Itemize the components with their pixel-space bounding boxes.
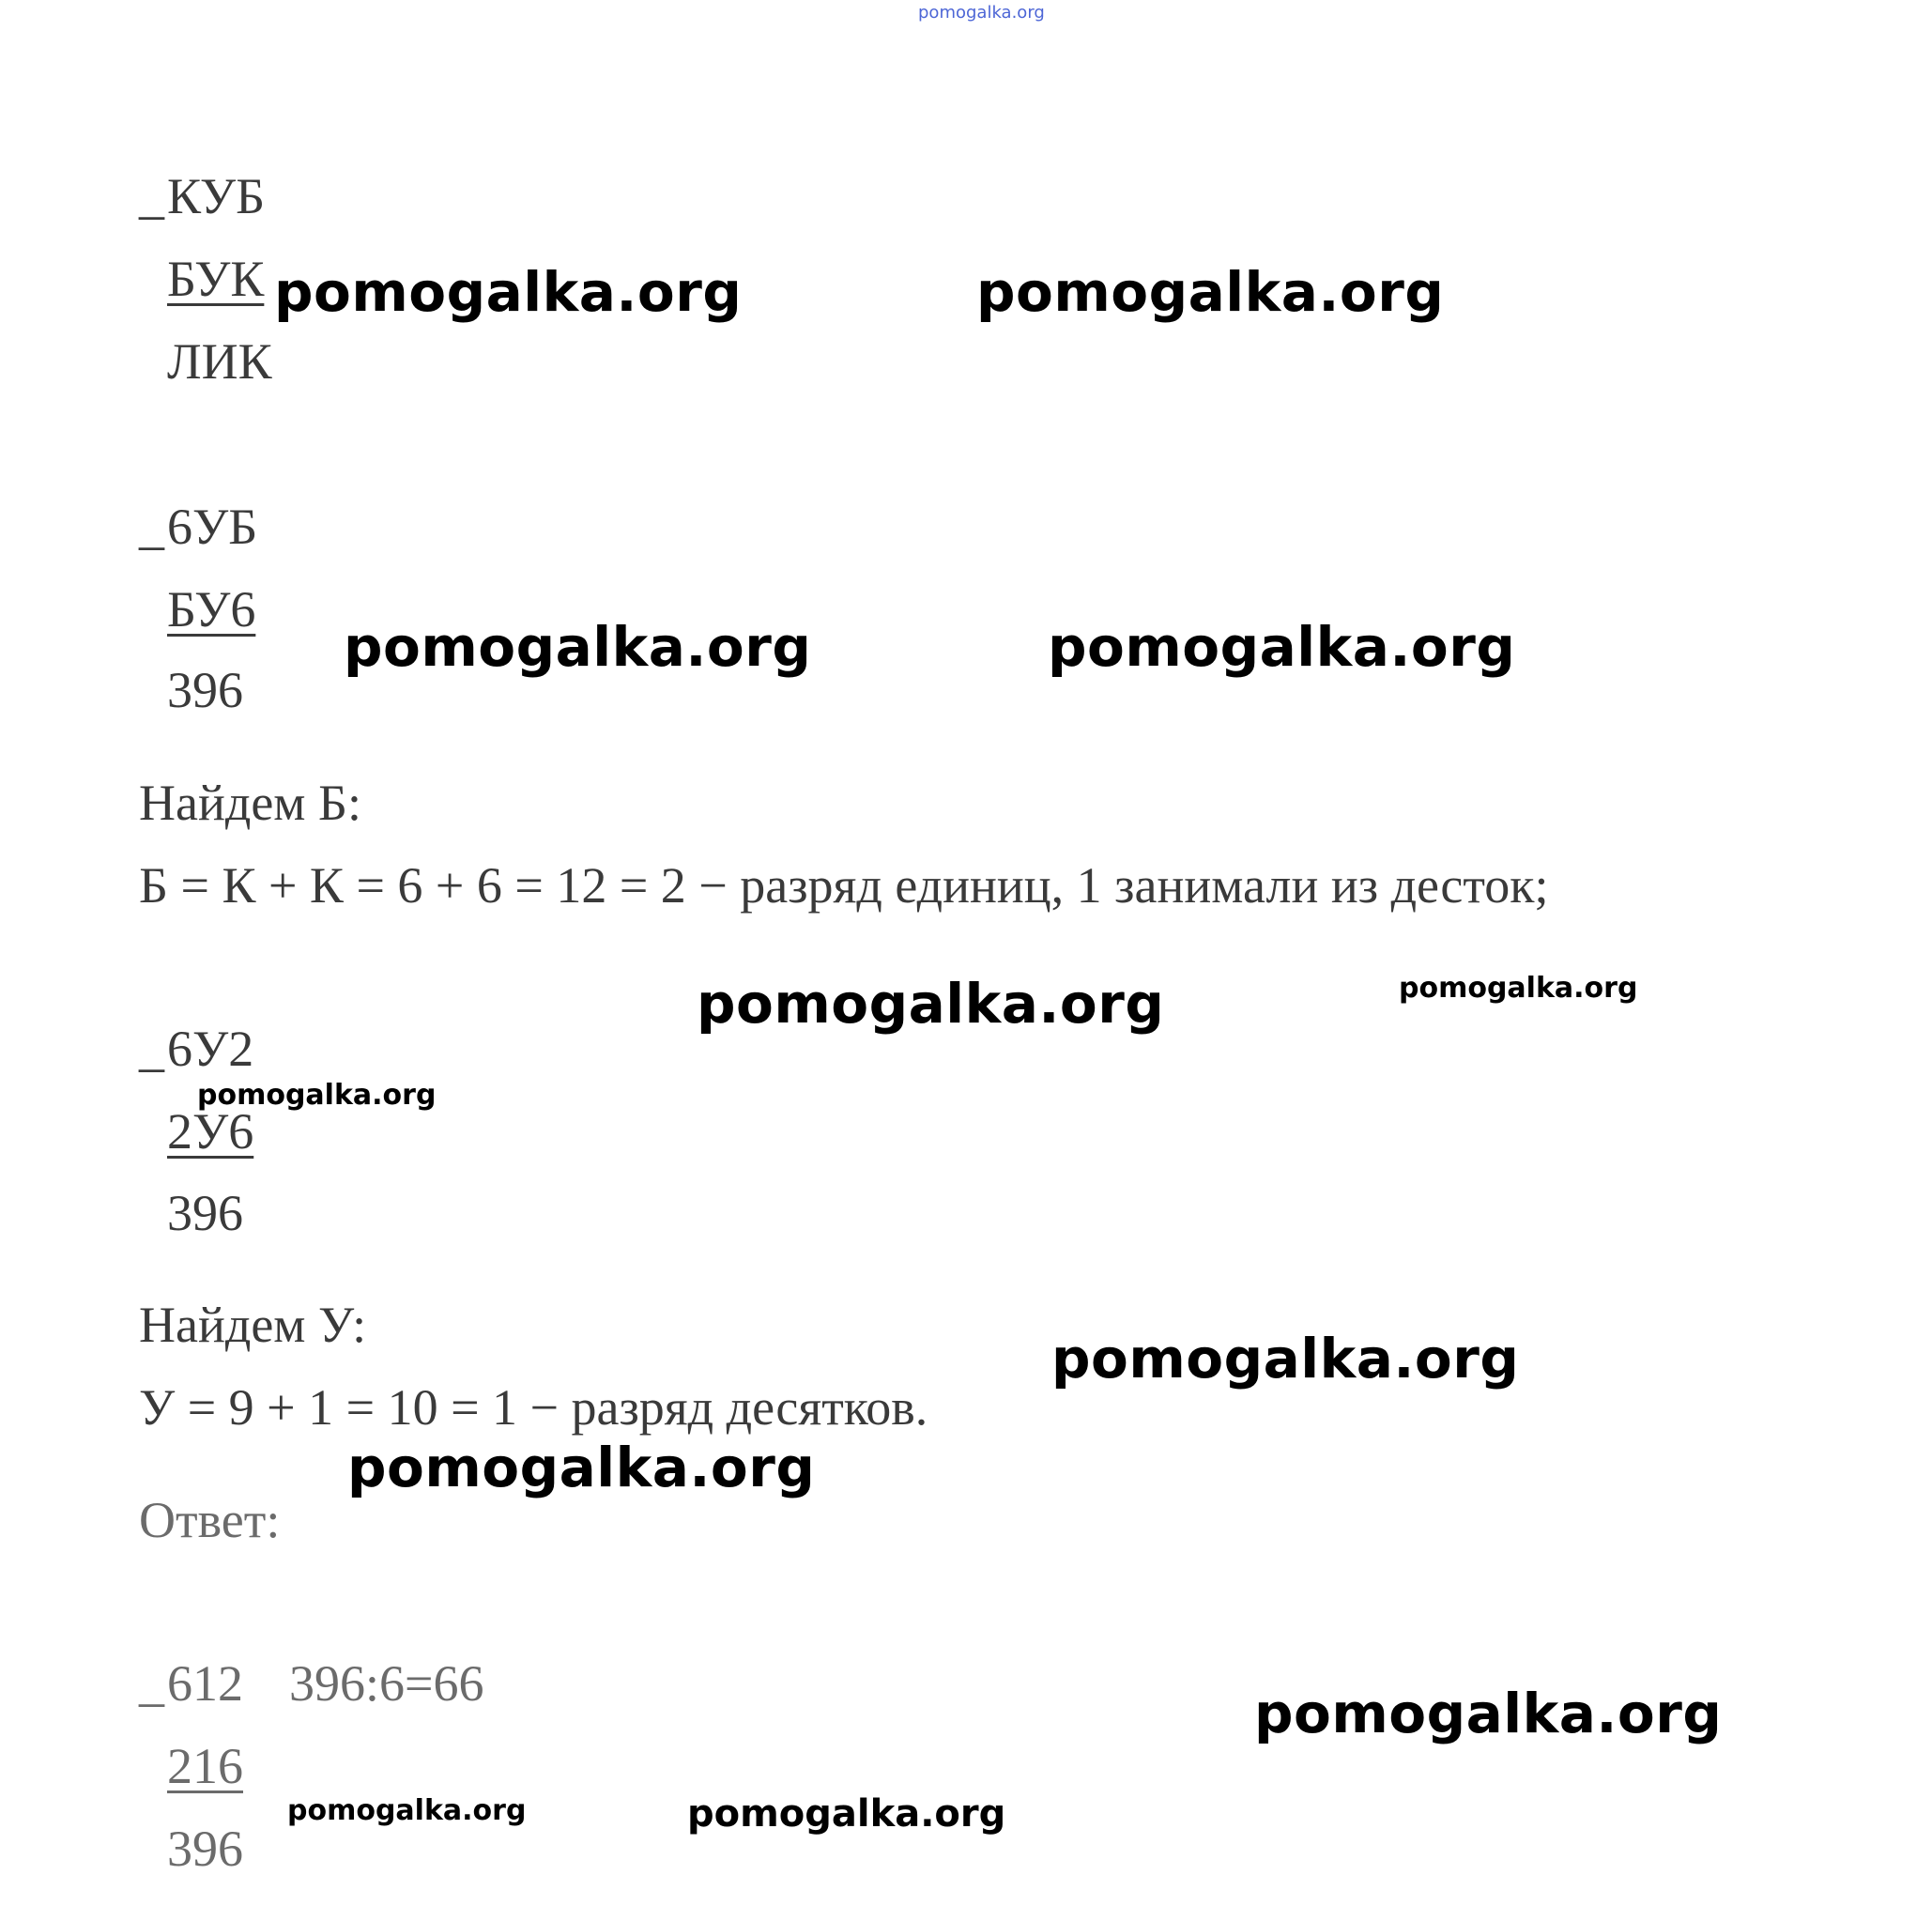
answer-label: Ответ:: [139, 1492, 281, 1548]
difference-line: 396: [167, 1821, 243, 1877]
watermark: pomogalka.org: [687, 1792, 1006, 1836]
subtrahend-line: БУК: [167, 251, 265, 307]
subtrahend-line: БУ6: [167, 581, 256, 638]
difference-line: 396: [167, 1185, 243, 1241]
find-u-equation: У = 9 + 1 = 10 = 1 − разряд десятков.: [139, 1379, 928, 1436]
watermark: pomogalka.org: [1254, 1682, 1723, 1745]
find-b-title: Найдем Б:: [139, 775, 361, 831]
subtraction-sign: _: [139, 168, 164, 224]
minuend-line: КУБ: [167, 168, 266, 224]
difference-line: ЛИК: [167, 333, 272, 390]
difference-line: 396: [167, 662, 243, 718]
watermark: pomogalka.org: [976, 260, 1445, 324]
minuend-line: 6УБ: [167, 499, 258, 555]
watermark: pomogalka.org: [287, 1794, 527, 1827]
division-check: 396:6=66: [289, 1655, 484, 1712]
find-b-equation: Б = К + К = 6 + 6 = 12 = 2 − разряд единиц, 1 занимали из десток;: [139, 857, 1549, 914]
watermark: pomogalka.org: [697, 972, 1165, 1036]
find-u-title: Найдем У:: [139, 1297, 367, 1353]
watermark: pomogalka.org: [1051, 1327, 1520, 1391]
watermark: pomogalka.org: [1048, 615, 1516, 679]
subtraction-sign: _: [139, 499, 164, 555]
watermark: pomogalka.org: [347, 1436, 816, 1499]
watermark: pomogalka.org: [197, 1079, 437, 1112]
watermark: pomogalka.org: [1399, 972, 1638, 1005]
header-link[interactable]: pomogalka.org: [918, 3, 1045, 23]
minuend-line: 612: [167, 1655, 243, 1712]
subtrahend-line: 216: [167, 1738, 243, 1794]
minuend-line: 6У2: [167, 1021, 254, 1077]
subtrahend-line: 2У6: [167, 1103, 254, 1160]
subtraction-sign: _: [139, 1021, 164, 1077]
subtraction-sign: _: [139, 1655, 164, 1712]
watermark: pomogalka.org: [344, 615, 812, 679]
watermark: pomogalka.org: [274, 260, 743, 324]
